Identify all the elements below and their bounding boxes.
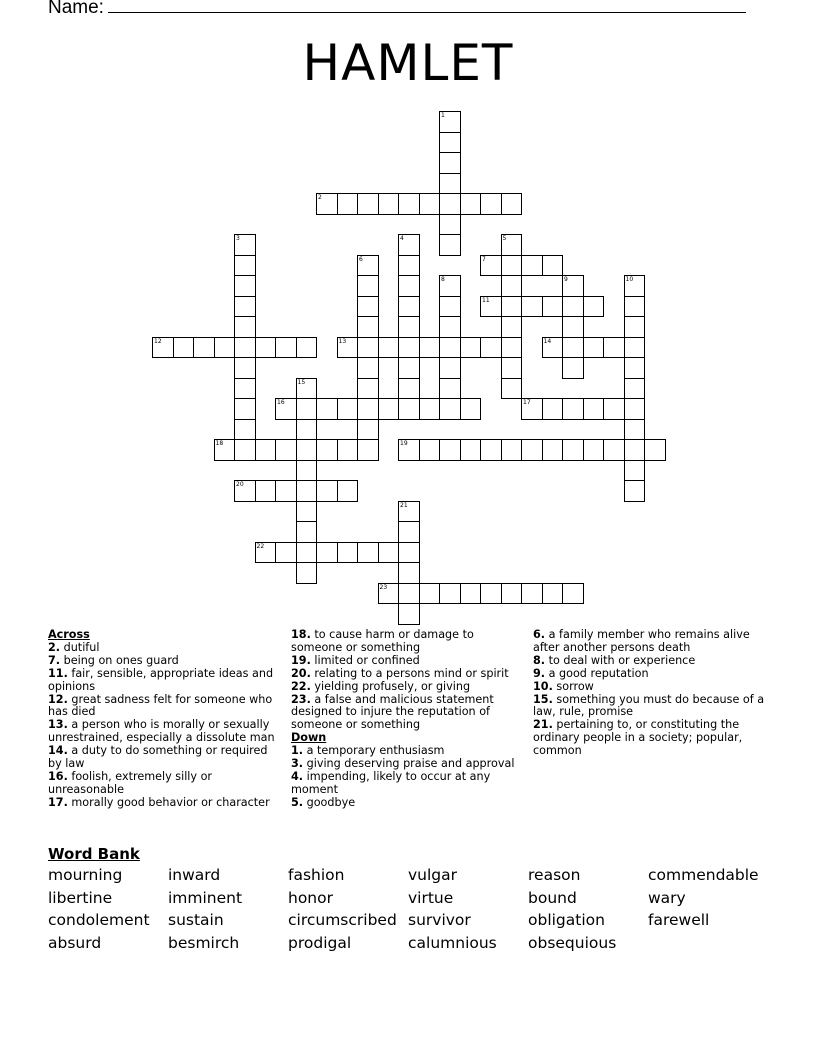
clue-number-label: 10 xyxy=(625,276,634,283)
grid-cell[interactable] xyxy=(501,275,523,297)
down-heading: Down xyxy=(291,731,327,745)
clue-number-label: 4 xyxy=(400,235,404,242)
grid-cell[interactable] xyxy=(357,357,379,379)
clue-across-16: 16. foolish, extremely silly or unreasonable xyxy=(48,769,213,796)
clue-down-1: 1. a temporary enthusiasm xyxy=(291,744,445,758)
grid-cell[interactable] xyxy=(521,583,543,605)
grid-cell[interactable] xyxy=(542,296,564,318)
grid-cell[interactable] xyxy=(398,398,420,420)
grid-cell[interactable] xyxy=(398,357,420,379)
grid-cell[interactable] xyxy=(480,583,502,605)
grid-cell[interactable] xyxy=(460,439,482,461)
grid-cell[interactable] xyxy=(296,460,318,482)
word-bank-word: commendable xyxy=(648,866,759,884)
clue-down-5: 5. goodbye xyxy=(291,795,356,809)
clue-down-3: 3. giving deserving praise and approval xyxy=(291,757,515,771)
clue-number-label: 12 xyxy=(154,337,162,345)
word-bank-word: libertine xyxy=(48,888,113,907)
grid-cell[interactable] xyxy=(439,357,461,379)
grid-cell[interactable] xyxy=(357,378,379,400)
grid-cell[interactable] xyxy=(337,542,359,564)
grid-cell[interactable] xyxy=(378,337,400,359)
clue-number-label: 20 xyxy=(236,481,244,488)
grid-cell[interactable] xyxy=(501,378,523,400)
grid-cell[interactable] xyxy=(460,337,482,359)
grid-cell[interactable] xyxy=(337,439,359,461)
grid-cell[interactable] xyxy=(419,583,441,605)
grid-cell[interactable] xyxy=(501,439,523,461)
clue-down-9: 9. a good reputation xyxy=(533,666,649,680)
grid-cell[interactable] xyxy=(583,296,605,318)
grid-cell[interactable] xyxy=(562,398,584,420)
word-bank-word: calumnious xyxy=(408,934,497,953)
grid-cell[interactable] xyxy=(398,562,420,584)
grid-cell[interactable] xyxy=(255,337,277,359)
grid-cell[interactable] xyxy=(501,583,523,605)
grid-cell[interactable] xyxy=(624,296,646,318)
grid-cell[interactable] xyxy=(316,398,338,420)
grid-cell[interactable] xyxy=(296,521,318,543)
grid-cell[interactable] xyxy=(234,255,256,277)
grid-cell[interactable] xyxy=(439,234,461,256)
word-bank-word: sustain xyxy=(168,911,224,930)
clue-number-label: 18 xyxy=(215,440,224,447)
page-title: HAMLET xyxy=(302,34,514,92)
grid-cell[interactable] xyxy=(439,214,461,236)
grid-cell[interactable] xyxy=(398,275,420,297)
grid-cell[interactable] xyxy=(398,296,420,318)
grid-cell[interactable] xyxy=(419,337,441,359)
grid-cell[interactable] xyxy=(562,337,584,359)
grid-cell[interactable] xyxy=(501,193,523,215)
clues-column-1 xyxy=(48,629,280,810)
grid-cell[interactable] xyxy=(296,439,318,461)
grid-cell[interactable] xyxy=(603,398,625,420)
grid-cell[interactable] xyxy=(357,275,379,297)
grid-cell[interactable] xyxy=(296,337,318,359)
grid-cell[interactable] xyxy=(480,193,502,215)
grid-cell[interactable] xyxy=(439,378,461,400)
clue-across-19: 19. limited or confined xyxy=(291,653,420,667)
grid-cell[interactable] xyxy=(234,316,256,338)
word-bank-title: Word Bank xyxy=(48,845,140,863)
grid-cell[interactable] xyxy=(234,439,256,461)
word-bank-word: virtue xyxy=(408,888,454,907)
grid-cell[interactable] xyxy=(624,316,646,338)
grid-cell[interactable] xyxy=(398,521,420,543)
word-bank-word: honor xyxy=(288,888,333,907)
grid-cell[interactable] xyxy=(624,378,646,400)
clue-number-label: 22 xyxy=(256,542,265,550)
grid-cell[interactable] xyxy=(357,419,379,441)
grid-cell[interactable] xyxy=(419,398,441,420)
grid-cell[interactable] xyxy=(316,480,338,502)
word-bank-word: inward xyxy=(168,866,221,884)
grid-cell[interactable] xyxy=(624,337,646,359)
clue-across-2: 2. dutiful xyxy=(48,640,100,654)
clue-across-13: 13. a person who is morally or sexually unrestrained, especially a dissolute man xyxy=(48,718,275,745)
grid-cell[interactable] xyxy=(644,439,666,461)
grid-cell[interactable] xyxy=(419,193,441,215)
grid-cell[interactable] xyxy=(501,255,523,277)
clue-number-label: 11 xyxy=(482,296,490,304)
grid-cell[interactable] xyxy=(603,439,625,461)
grid-cell[interactable] xyxy=(542,255,564,277)
grid-cell[interactable] xyxy=(296,419,318,441)
grid-cell[interactable] xyxy=(398,603,420,625)
grid-cell[interactable] xyxy=(357,542,379,564)
word-bank-word: wary xyxy=(648,888,686,907)
grid-cell[interactable] xyxy=(234,296,256,318)
clue-number-label: 16 xyxy=(277,399,285,406)
grid-cell[interactable] xyxy=(337,480,359,502)
clue-number-label: 14 xyxy=(543,337,552,345)
grid-cell[interactable] xyxy=(357,296,379,318)
grid-cell[interactable] xyxy=(460,193,482,215)
clue-across-12: 12. great sadness felt for someone who has died xyxy=(48,692,273,719)
clue-down-6: 6. a family member who remains alive after another persons death xyxy=(533,628,750,654)
grid-cell[interactable] xyxy=(439,337,461,359)
clue-across-7: 7. being on ones guard xyxy=(48,653,179,667)
clue-number-label: 17 xyxy=(523,399,531,406)
grid-cell[interactable] xyxy=(398,193,420,215)
grid-cell[interactable] xyxy=(439,296,461,318)
grid-cell[interactable] xyxy=(480,439,502,461)
grid-cell[interactable] xyxy=(357,439,379,461)
clue-across-23: 23. a false and malicious statement designed to injure the reputation of someone or something xyxy=(291,692,494,732)
grid-cell[interactable] xyxy=(398,378,420,400)
name-label: Name: xyxy=(48,0,104,18)
clue-number-label: 1 xyxy=(441,112,445,119)
grid-cell[interactable] xyxy=(542,583,564,605)
grid-cell[interactable] xyxy=(439,132,461,154)
grid-cell[interactable] xyxy=(316,542,338,564)
clue-number-label: 6 xyxy=(359,255,363,263)
grid-cell[interactable] xyxy=(419,439,441,461)
clue-number-label: 9 xyxy=(564,276,568,283)
clue-down-8: 8. to deal with or experience xyxy=(533,653,696,667)
clue-across-14: 14. a duty to do something or required by law xyxy=(48,744,268,771)
word-bank-word: farewell xyxy=(648,911,710,930)
grid-cell[interactable] xyxy=(275,542,297,564)
grid-cell[interactable] xyxy=(296,480,318,502)
clue-number-label: 3 xyxy=(236,235,240,242)
grid-cell[interactable] xyxy=(562,439,584,461)
clue-across-22: 22. yielding profusely, or giving xyxy=(291,679,471,693)
grid-cell[interactable] xyxy=(521,255,543,277)
grid-cell[interactable] xyxy=(562,357,584,379)
grid-cell[interactable] xyxy=(234,275,256,297)
clue-down-15: 15. something you must do because of a law, rule, promise xyxy=(533,692,765,719)
grid-cell[interactable] xyxy=(562,316,584,338)
clue-number-label: 5 xyxy=(502,235,507,242)
grid-cell[interactable] xyxy=(521,296,543,318)
word-bank-word: imminent xyxy=(168,888,243,907)
clue-number-label: 15 xyxy=(297,378,306,386)
grid-cell[interactable] xyxy=(501,357,523,379)
word-bank-word: circumscribed xyxy=(288,911,397,930)
grid-cell[interactable] xyxy=(398,337,420,359)
word-bank-word: obligation xyxy=(528,911,605,930)
grid-cell[interactable] xyxy=(439,398,461,420)
clue-across-20: 20. relating to a persons mind or spirit xyxy=(291,666,509,680)
grid-cell[interactable] xyxy=(193,337,215,359)
grid-cell[interactable] xyxy=(562,296,584,318)
clues-column-2 xyxy=(291,629,519,810)
clue-number-label: 7 xyxy=(482,255,486,263)
grid-cell[interactable] xyxy=(296,542,318,564)
grid-cell[interactable] xyxy=(316,439,338,461)
clue-number-label: 13 xyxy=(338,337,347,345)
grid-cell[interactable] xyxy=(583,439,605,461)
grid-cell[interactable] xyxy=(501,316,523,338)
word-bank-word: besmirch xyxy=(168,934,240,953)
grid-cell[interactable] xyxy=(234,398,256,420)
grid-cell[interactable] xyxy=(542,439,564,461)
grid-cell[interactable] xyxy=(255,439,277,461)
grid-cell[interactable] xyxy=(337,398,359,420)
grid-cell[interactable] xyxy=(357,316,379,338)
grid-cell[interactable] xyxy=(337,193,359,215)
grid-cell[interactable] xyxy=(542,398,564,420)
grid-cell[interactable] xyxy=(255,480,277,502)
clue-number-label: 8 xyxy=(441,276,445,283)
grid-cell[interactable] xyxy=(439,316,461,338)
grid-cell[interactable] xyxy=(624,357,646,379)
grid-cell[interactable] xyxy=(378,542,400,564)
grid-cell[interactable] xyxy=(480,337,502,359)
clue-number-label: 2 xyxy=(318,194,322,201)
grid-cell[interactable] xyxy=(562,583,584,605)
clues-column-3 xyxy=(533,629,769,758)
grid-cell[interactable] xyxy=(357,337,379,359)
clue-number-label: 23 xyxy=(379,583,388,591)
grid-cell[interactable] xyxy=(439,152,461,174)
grid-cell[interactable] xyxy=(583,398,605,420)
clue-across-18: 18. to cause harm or damage to someone or something xyxy=(291,628,474,654)
grid-cell[interactable] xyxy=(357,398,379,420)
clue-down-10: 10. sorrow xyxy=(533,679,594,693)
grid-cell[interactable] xyxy=(398,542,420,564)
word-bank-word: prodigal xyxy=(288,934,352,953)
grid-cell[interactable] xyxy=(439,193,461,215)
grid-cell[interactable] xyxy=(173,337,195,359)
grid-cell[interactable] xyxy=(398,316,420,338)
grid-cell[interactable] xyxy=(296,562,318,584)
grid-cell[interactable] xyxy=(439,173,461,195)
grid-cell[interactable] xyxy=(378,398,400,420)
grid-cell[interactable] xyxy=(378,193,400,215)
grid-cell[interactable] xyxy=(234,337,256,359)
clue-across-17: 17. morally good behavior or character xyxy=(48,795,270,809)
grid-cell[interactable] xyxy=(460,583,482,605)
word-bank-word: obsequious xyxy=(528,934,617,953)
word-bank-word: condolement xyxy=(48,911,150,930)
grid-cell[interactable] xyxy=(624,419,646,441)
grid-cell[interactable] xyxy=(624,398,646,420)
grid-cell[interactable] xyxy=(398,583,420,605)
grid-cell[interactable] xyxy=(624,480,646,502)
grid-cell[interactable] xyxy=(439,439,461,461)
grid-cell[interactable] xyxy=(275,439,297,461)
clue-down-21: 21. pertaining to, or constituting the ordinary people in a society; popular, common xyxy=(533,718,743,758)
grid-cell[interactable] xyxy=(583,337,605,359)
word-bank-word: absurd xyxy=(48,934,102,953)
grid-cell[interactable] xyxy=(214,337,236,359)
grid-cell[interactable] xyxy=(234,357,256,379)
grid-cell[interactable] xyxy=(501,337,523,359)
grid-cell[interactable] xyxy=(357,193,379,215)
grid-cell[interactable] xyxy=(275,480,297,502)
grid-cell[interactable] xyxy=(624,439,646,461)
word-bank-word: vulgar xyxy=(408,866,458,884)
word-bank-word: reason xyxy=(528,866,581,884)
grid-cell[interactable] xyxy=(234,378,256,400)
across-heading: Across xyxy=(48,628,90,641)
grid-cell[interactable] xyxy=(439,583,461,605)
grid-cell[interactable] xyxy=(521,439,543,461)
word-bank-word: fashion xyxy=(288,866,345,884)
clue-down-4: 4. impending, likely to occur at any moment xyxy=(291,769,491,796)
grid-cell[interactable] xyxy=(460,398,482,420)
grid-cell[interactable] xyxy=(603,337,625,359)
word-bank-word: survivor xyxy=(408,911,471,930)
word-bank-word: mourning xyxy=(48,866,123,884)
clue-number-label: 21 xyxy=(400,501,408,509)
grid-cell[interactable] xyxy=(296,398,318,420)
grid-cell[interactable] xyxy=(296,501,318,523)
grid-cell[interactable] xyxy=(275,337,297,359)
clue-number-label: 19 xyxy=(400,440,408,447)
grid-cell[interactable] xyxy=(501,296,523,318)
grid-cell[interactable] xyxy=(234,419,256,441)
word-bank-word: bound xyxy=(528,888,577,907)
grid-cell[interactable] xyxy=(398,255,420,277)
grid-cell[interactable] xyxy=(624,460,646,482)
clue-across-11: 11. fair, sensible, appropriate ideas and opinions xyxy=(48,666,274,693)
